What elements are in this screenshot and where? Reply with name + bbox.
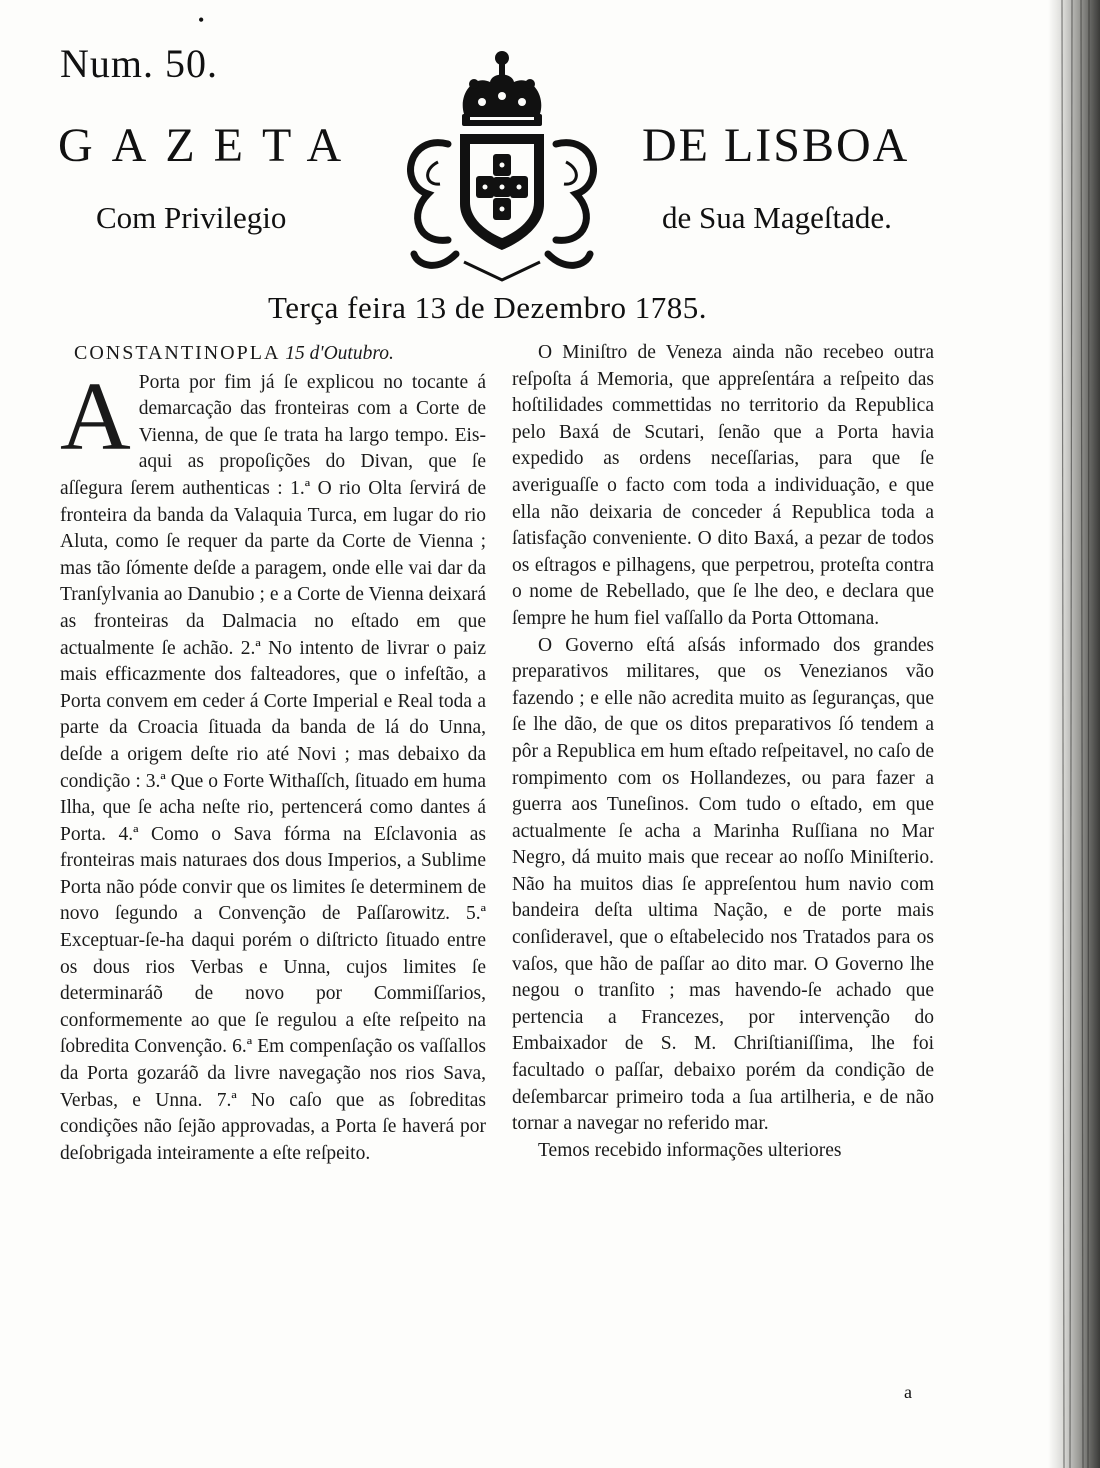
right-column (512, 340, 934, 1164)
subtitle-left: Com Privilegio (96, 200, 287, 235)
drop-capital: A (60, 362, 131, 471)
article-date: 15 d'Outubro. (285, 343, 394, 364)
article-informacoes: Temos recebido informações ulteriores (538, 1139, 842, 1161)
article-body: Porta por fim já ſe explicou no tocante á demarcação das fronteiras com a Corte de Vienna, de que ſe trata ha largo tempo. Eis-aqui as propoſições do Divan, que ſe aſſegura ſerem authenticas : 1.ª O rio Olta ſervirá de fronteira da banda da Valaquia Turca, em lugar do rio Aluta, como ſe requer da parte da Corte de Vienna ; mas tão ſómente deſde a paragem, onde elle vai dar da Tranſylvania ao Danubio ; e a Corte de Vienna deixará as fronteiras da Dalmacia no eſtado em que actualmente ſe achão. 2.ª No intento de livrar o paiz mais efficazmente dos falteadores, que o infeſtão, a Porta convem em ceder á Corte Imperial e Real toda a parte da Croacia ſituada da banda de lá do Unna, deſde a origem deſte rio até Novi ; mas debaixo da condição : 3.ª Que o Forte Withaſſch, ſituado em huma Ilha, que ſe acha neſte rio, pertencerá como dantes á Porta. 4.ª Como o Sava fórma na Eſclavonia as fronteiras mais naturaes dos dous Imperios, a Sublime Porta não póde convir que os limites ſe determinem de novo ſegundo a Convenção de Paſſarowitz. 5.ª Exceptuar-ſe-ha daqui porém o diſtricto ſituado entre os dous rios Verbas e Unna, cujos limites ſe determinaráõ de novo por Commiſſarios, conformemente ao que ſe regulou a eſte reſpeito na ſobredita Convenção. 6.ª Em compenſação os vaſſallos da Porta gozaráõ da livre navegação nos rios Sava, Verbas, e Unna. 7.ª No caſo que as ſobreditas condições não ſejão approvadas, a Porta ſe haverá por deſobrigada inteiramente a eſte reſpeito. (60, 371, 486, 1164)
issue-number: Num. 50. (60, 41, 218, 86)
article-veneza: O Miniſtro de Veneza ainda não recebeo outra reſpoſta á Memoria, que appreſentára a reſpeito das hoſtilidades commettidas no territorio da Republica pelo Baxá de Scutari, ſenão que a Porta havia expedido as ordens neceſſarias, para que ſe averiguaſſe o facto com toda a individuação, e que ella não deixaria de conceder á Republica toda a ſatisfação conveniente. O dito Baxá, a pezar de todos os eſtragos e pilhagens, que perpetrou, proteſta contra o nome de Rebellado, que ſe lhe deo, e declara que ſempre he hum fiel vaſſallo da Porta Ottomana. (512, 342, 934, 629)
royal-coat-of-arms (378, 44, 626, 284)
title-left: GAZETA (58, 119, 361, 172)
left-column (60, 340, 486, 1167)
subtitle-right: de Sua Mageſtade. (662, 200, 892, 235)
ink-dot: • (198, 10, 205, 30)
article-governo: O Governo eſtá aſsás informado dos grandes preparativos militares, que os Venezianos vão fazendo ; e elle não acredita muito as ſeguranças, que ſe lhe dão, de que os ditos preparativos ſó tendem a pôr a Republica em hum eſtado reſpeitavel, no caſo de rompimento com os Hollandezes, ou para fazer a guerra aos Tuneſinos. Com tudo o eſtado, em que actualmente ſe acha a Marinha Ruſſiana no Mar Negro, dá muito mais que recear ao noſſo Miniſterio. Não ha muitos dias ſe appreſentou hum navio com bandeira deſta ultima Nação, e de porte mais conſideravel, que o eſtabelecido nos Tratados para os vaſos, que hão de paſſar ao dito mar. O Governo lhe negou o tranſito ; mas havendo-ſe achado que pertencia a Francezes, por intervenção do Embaixador de S. M. Chriſtianiſſima, lhe foi facultado o paſſar, debaixo porém da condição de deſembarcar primeiro toda a ſua artilheria, e de não tornar a navegar no referido mar. (512, 634, 934, 1135)
article-constantinopla (60, 362, 486, 1168)
issue-date: Terça feira 13 de Dezembro 1785. (268, 290, 708, 325)
catchword: a (904, 1382, 912, 1402)
title-right: DE LISBOA (642, 119, 910, 172)
article-place: CONSTANTINOPLA (74, 342, 281, 364)
page-edge-texture (1054, 0, 1094, 1468)
article-header (74, 340, 486, 368)
